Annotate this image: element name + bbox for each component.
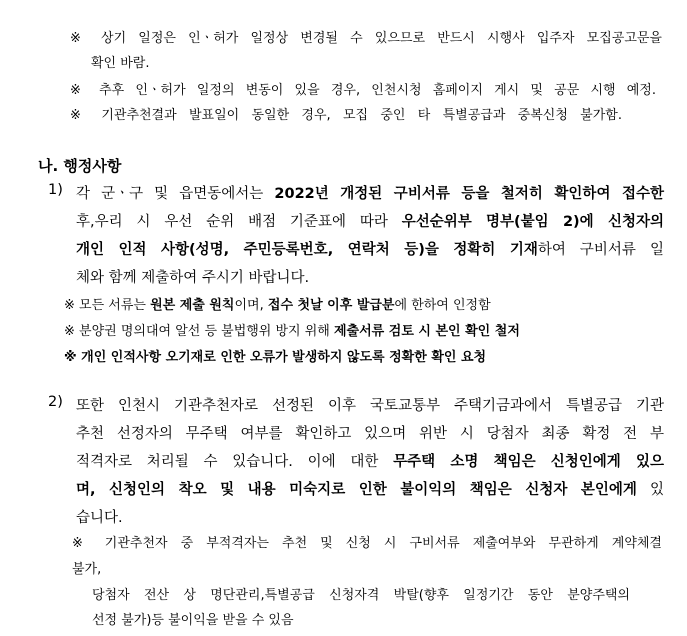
- item2-number: 2): [48, 394, 63, 410]
- item2-line2-text: 추천 선정자의 무주택 여부를 확인하고 있으며 위반 시 당첨자 최종 확정 전 부: [76, 426, 664, 442]
- item2-line1: [76, 394, 664, 415]
- item2-line2: [76, 422, 664, 443]
- section-title: 나. 행정사항: [38, 157, 122, 175]
- item1-line3-text: 하여 구비서류 일: [537, 242, 664, 258]
- item2-line3-text: 적격자로 처리될 수 있습니다. 이에 대한: [76, 454, 394, 470]
- item1-note-original-documents: [64, 294, 491, 313]
- note-schedule-change: ※ 상기 일정은 인ㆍ허가 일정상 변경될 수 있으므로 반드시 시행사 입주자 모집공고문을: [70, 31, 662, 46]
- item2-line5-text: 습니다.: [76, 510, 123, 526]
- item1-line2: [76, 210, 664, 231]
- item2-line4: [76, 478, 664, 499]
- item1-line4: [76, 266, 309, 287]
- item2-note-disadvantage: 당첨자 전산 상 명단관리,특별공급 신청자격 박탈(향후 일정기간 동안 분양주택의: [92, 588, 630, 603]
- item2-line3-bold: 무주택 소명 책임은 신청인에게 있으: [393, 454, 664, 470]
- item1-line2-text: 후,우리 시 우선 순위 배점 기준표에 따라: [76, 214, 402, 230]
- item2-line5: [76, 506, 123, 527]
- item2-note-ineligible: ※ 기관추천자 중 부적격자는 추천 및 신청 시 구비서류 제출여부와 무관하게 계약체결: [72, 536, 662, 551]
- note-duplicate-application: ※ 기관추천결과 발표일이 동일한 경우, 모집 중인 타 특별공급과 중복신청 불가함.: [70, 108, 622, 123]
- item1-note-accuracy: [64, 346, 486, 365]
- item2-note-ineligible-cont: 불가,: [72, 562, 102, 577]
- item1-line3-bold: 개인 인적 사항(성명, 주민등록번호, 연락처 등)을 정확히 기재: [76, 242, 538, 258]
- item1-note-identity-check: [64, 320, 520, 339]
- item1-note1-seg0: ※ 모든 서류는: [64, 298, 151, 313]
- item1-note1-seg2: 이며,: [234, 298, 268, 313]
- item1-note3-seg0: ※ 개인 인적사항 오기재로 인한 오류가 발생하지 않도록 정확한 확인 요청: [64, 350, 487, 365]
- item1-note1-seg3: 접수 첫날 이후 발급분: [267, 298, 395, 313]
- item1-line1: [76, 182, 664, 203]
- item2-line1-text: 또한 인천시 기관추천자로 선정된 이후 국토교통부 주택기금과에서 특별공급 기관: [76, 398, 664, 414]
- item1-line2-bold: 우선순위부 명부(붙임 2)에 신청자의: [401, 214, 664, 230]
- item1-line1-bold: 2022년 개정된 구비서류 등을 철저히 확인하여 접수한: [274, 186, 664, 202]
- item1-line4-text: 체와 함께 제출하여 주시기 바랍니다.: [76, 270, 310, 286]
- item2-line4-bold: 며, 신청인의 착오 및 내용 미숙지로 인한 불이익의 책임은 신청자 본인에게: [76, 482, 637, 498]
- item1-line3: [76, 238, 664, 259]
- item1-note1-seg4: 에 한하여 인정함: [394, 298, 491, 313]
- item1-note2-seg0: ※ 분양권 명의대여 알선 등 불법행위 방지 위해: [64, 324, 334, 339]
- item1-number: 1): [48, 182, 63, 198]
- item2-note-disadvantage-cont: 선정 불가)등 불이익을 받을 수 있음: [92, 613, 294, 628]
- note-schedule-change-cont: 확인 바람.: [91, 56, 150, 71]
- item1-line1-text: 각 군ㆍ구 및 읍면동에서는: [76, 186, 275, 202]
- note-schedule-notice: ※ 추후 인ㆍ허가 일정의 변동이 있을 경우, 인천시청 홈페이지 게시 및 공문 시행 예정.: [70, 83, 656, 98]
- item2-line3: [76, 450, 664, 471]
- item2-line4-text: 있: [636, 482, 664, 498]
- item1-note2-seg1: 제출서류 검토 시 본인 확인 철저: [334, 324, 520, 339]
- item1-note1-seg1: 원본 제출 원칙: [150, 298, 235, 313]
